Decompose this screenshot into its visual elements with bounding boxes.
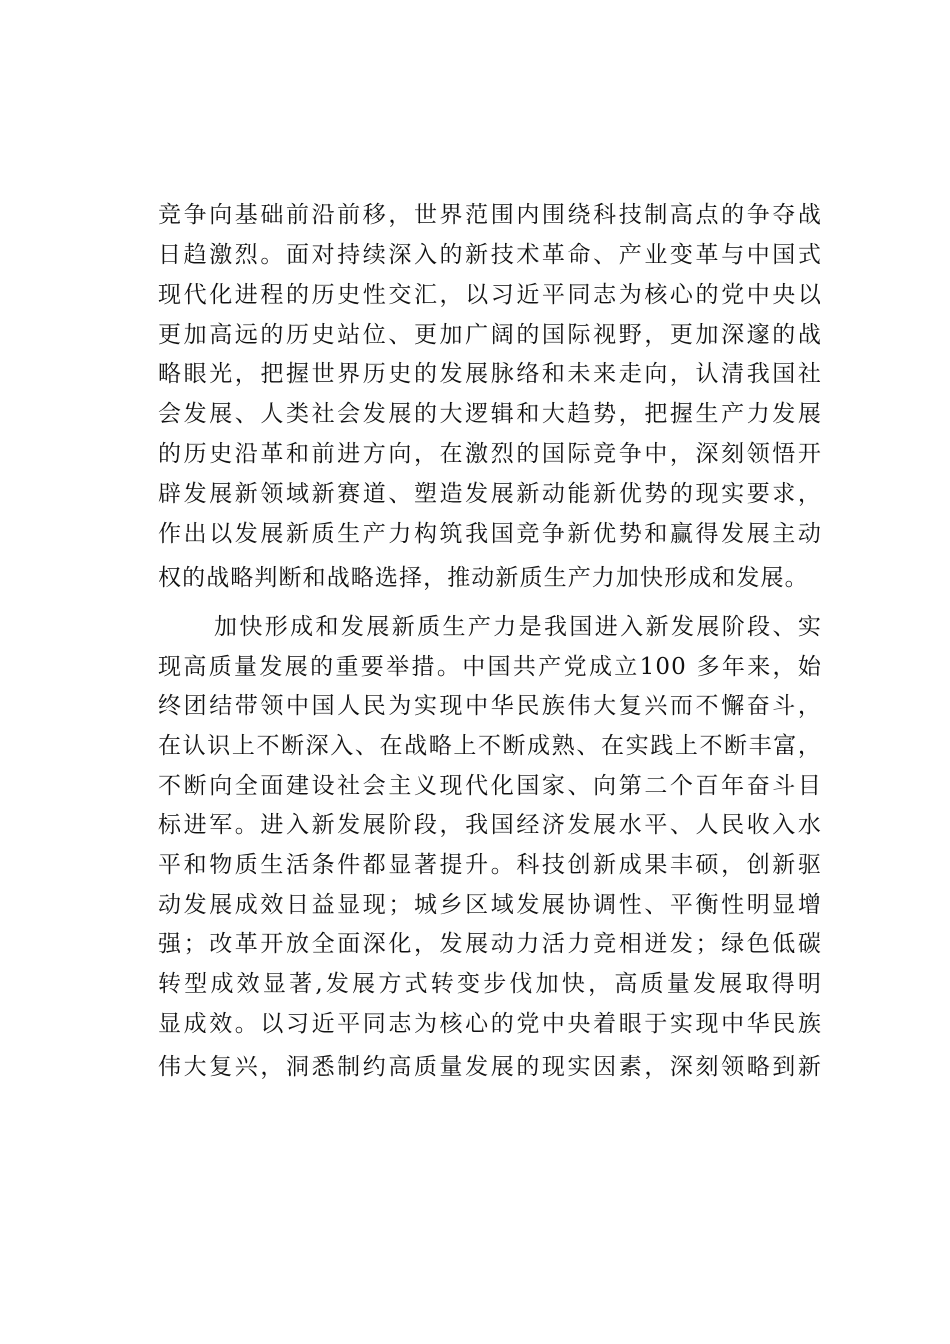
paragraph-2-line-2: 现高质量发展的重要举措。中国共产党成立100 多年来，始 — [158, 654, 822, 680]
paragraph-2-line-1: 加快形成和发展新质生产力是我国进入新发展阶段、实 — [214, 614, 822, 640]
paragraph-2-line-8: 动发展成效日益显现；城乡区域发展协调性、平衡性明显增 — [158, 892, 822, 918]
paragraph-2-line-11: 显成效。以习近平同志为核心的党中央着眼于实现中华民族 — [158, 1011, 822, 1037]
paragraph-1-line-3: 现代化进程的历史性交汇，以习近平同志为核心的党中央以 — [158, 282, 822, 308]
paragraph-2-line-3: 终团结带领中国人民为实现中华民族伟大复兴而不懈奋斗， — [158, 693, 822, 719]
paragraph-2-line-7: 平和物质生活条件都显著提升。科技创新成果丰硕，创新驱 — [158, 852, 822, 878]
paragraph-2-line-12: 伟大复兴，洞悉制约高质量发展的现实因素，深刻领略到新 — [158, 1054, 822, 1080]
paragraph-1-line-1: 竞争向基础前沿前移，世界范围内围绕科技制高点的争夺战 — [158, 202, 822, 228]
paragraph-1-line-9: 作出以发展新质生产力构筑我国竞争新优势和赢得发展主动 — [158, 521, 822, 547]
paragraph-2-line-4: 在认识上不断深入、在战略上不断成熟、在实践上不断丰富， — [158, 733, 822, 759]
paragraph-1-line-8: 辟发展新领域新赛道、塑造发展新动能新优势的现实要求， — [158, 481, 822, 507]
paragraph-2-line-10: 转型成效显著,发展方式转变步伐加快，高质量发展取得明 — [158, 971, 822, 997]
paragraph-1-line-10: 权的战略判断和战略选择，推动新质生产力加快形成和发展。 — [158, 565, 809, 591]
paragraph-1-line-6: 会发展、人类社会发展的大逻辑和大趋势，把握生产力发展 — [158, 401, 822, 427]
paragraph-1-line-7: 的历史沿革和前进方向，在激烈的国际竞争中，深刻领悟开 — [158, 441, 822, 467]
paragraph-1-line-5: 略眼光，把握世界历史的发展脉络和未来走向，认清我国社 — [158, 361, 822, 387]
paragraph-2-line-5: 不断向全面建设社会主义现代化国家、向第二个百年奋斗目 — [158, 773, 822, 799]
paragraph-1-line-4: 更加高远的历史站位、更加广阔的国际视野，更加深邃的战 — [158, 322, 822, 348]
paragraph-2-line-6: 标进军。进入新发展阶段，我国经济发展水平、人民收入水 — [158, 812, 822, 838]
paragraph-2-line-9: 强；改革开放全面深化，发展动力活力竞相迸发；绿色低碳 — [158, 931, 822, 957]
paragraph-1-line-2: 日趋激烈。面对持续深入的新技术革命、产业变革与中国式 — [158, 242, 822, 268]
